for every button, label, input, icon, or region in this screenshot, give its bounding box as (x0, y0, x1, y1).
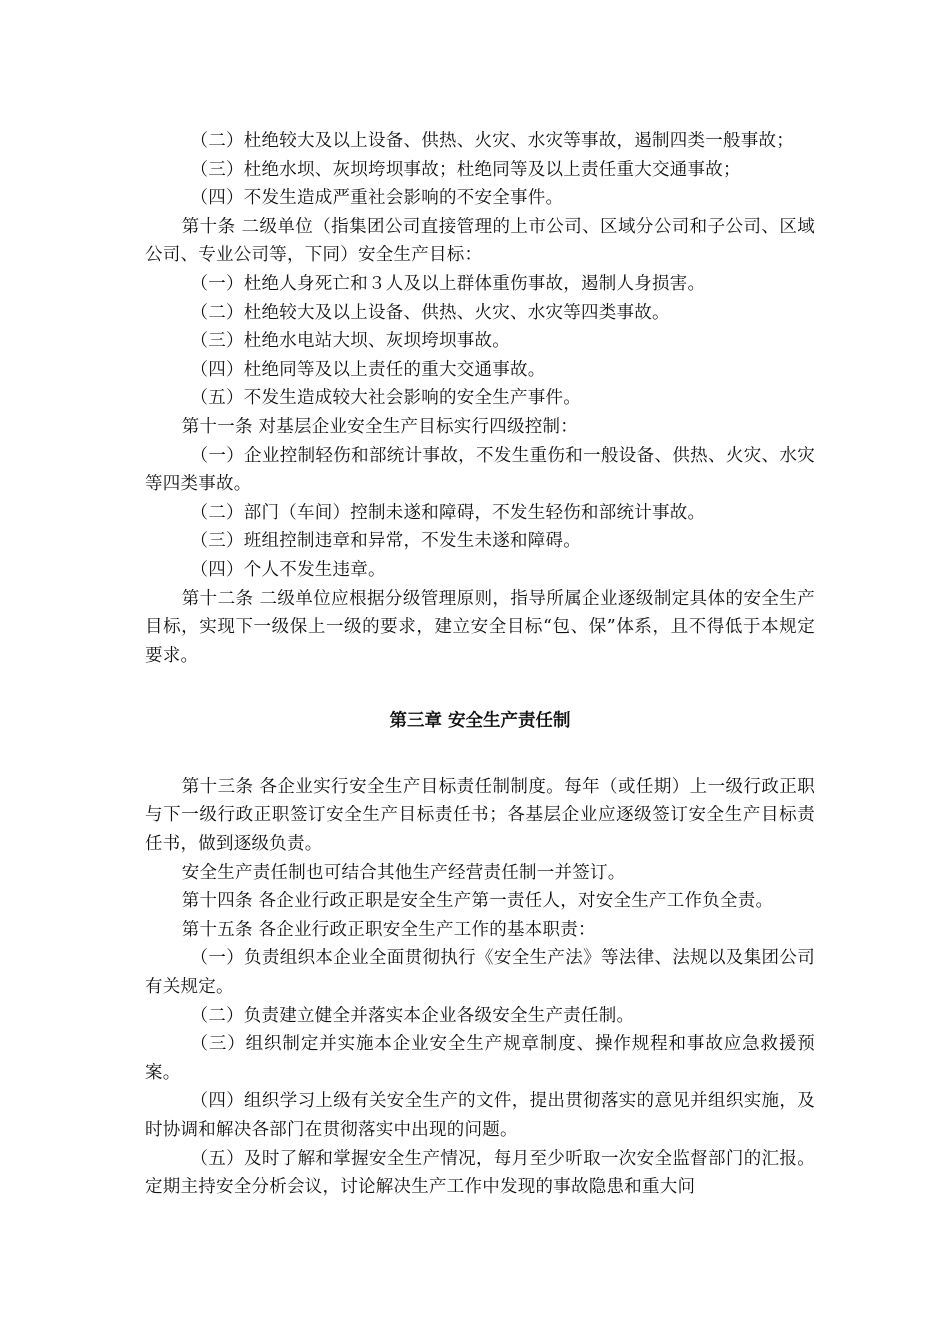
paragraph: （一）负责组织本企业全面贯彻执行《安全生产法》等法律、法规以及集团公司有关规定。 (145, 948, 815, 998)
paragraph: （五）不发生造成较大社会影响的安全生产事件。 (190, 388, 581, 409)
spacer (145, 670, 815, 707)
paragraph: （三）组织制定并实施本企业安全生产规章制度、操作规程和事故应急救援预案。 (145, 1034, 815, 1083)
article-paragraph: 第十二条 二级单位应根据分级管理原则，指导所属企业逐级制定具体的安全生产目标，实现下一级保上一级的要求，建立安全目标“包、保”体系，且不得低于本规定要求。 (145, 588, 815, 666)
paragraph: （一）企业控制轻伤和部统计事故，不发生重伤和一般设备、供热、火灾、水灾等四类事故。 (145, 445, 815, 495)
paragraph: （三）杜绝水电站大坝、灰坝垮坝事故。 (190, 331, 510, 352)
section-block-2 (145, 773, 815, 1202)
paragraph: （二）杜绝较大及以上设备、供热、火灾、水灾等四类事故。 (190, 302, 670, 323)
paragraph: （二）部门（车间）控制未遂和障碍，不发生轻伤和部统计事故。 (190, 502, 706, 523)
paragraph: （三）杜绝水坝、灰坝垮坝事故；杜绝同等及以上责任重大交通事故； (190, 159, 741, 180)
paragraph: （二）杜绝较大及以上设备、供热、火灾、水灾等事故，遏制四类一般事故； (190, 131, 794, 151)
paragraph: （四）组织学习上级有关安全生产的文件，提出贯彻落实的意见并组织实施，及时协调和解决各部门在贯彻落实中出现的问题。 (145, 1091, 815, 1140)
article-paragraph: 第十三条 各企业实行安全生产目标责任制制度。每年（或任期）上一级行政正职与下一级行政正职签订安全生产目标责任书；各基层企业应逐级签订安全生产目标责任书，做到逐级负责。 (145, 776, 815, 855)
article-paragraph: 安全生产责任制也可结合其他生产经营责任制一并签订。 (181, 862, 626, 883)
paragraph: （一）杜绝人身死亡和３人及以上群体重伤事故，遏制人身损害。 (190, 273, 706, 294)
document-body (145, 127, 815, 1202)
spacer (145, 736, 815, 773)
paragraph: （四）杜绝同等及以上责任的重大交通事故。 (190, 359, 546, 380)
article-paragraph: 第十五条 各企业行政正职安全生产工作的基本职责： (181, 919, 596, 940)
paragraph: （二）负责建立健全并落实本企业各级安全生产责任制。 (190, 1005, 635, 1026)
article-paragraph: 第十一条 对基层企业安全生产目标实行四级控制： (181, 416, 579, 437)
section-block-1 (145, 127, 815, 670)
chapter-heading: 第三章 安全生产责任制 (389, 711, 571, 732)
article-paragraph: 第十条 二级单位（指集团公司直接管理的上市公司、区域分公司和子公司、区域公司、专业公司等，下同）安全生产目标： (145, 216, 815, 266)
paragraph: （三）班组控制违章和异常，不发生未遂和障碍。 (190, 531, 581, 552)
paragraph: （五）及时了解和掌握安全生产情况，每月至少听取一次安全监督部门的汇报。定期主持安全分析会议，讨论解决生产工作中发现的事故隐患和重大问 (145, 1148, 815, 1198)
paragraph: （四）个人不发生违章。 (190, 559, 386, 580)
article-paragraph: 第十四条 各企业行政正职是安全生产第一责任人，对安全生产工作负全责。 (181, 891, 774, 912)
paragraph: （四）不发生造成严重社会影响的不安全事件。 (190, 188, 564, 209)
